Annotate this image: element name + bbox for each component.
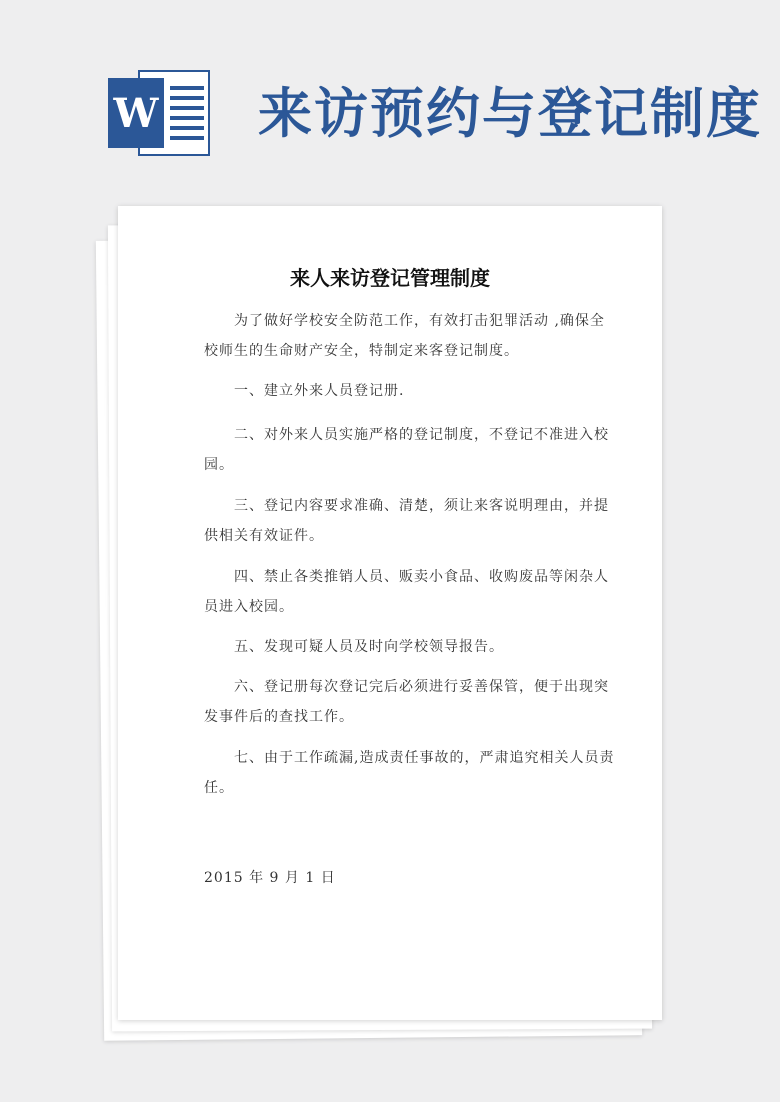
paragraph-rule-4: 四、禁止各类推销人员、贩卖小食品、收购废品等闲杂人员进入校园。 — [204, 569, 609, 615]
paragraph-rule-3: 三、登记内容要求准确、清楚，须让来客说明理由，并提供相关有效证件。 — [204, 498, 609, 544]
document-title: 来人来访登记管理制度 — [290, 266, 490, 290]
paragraph-intro: 为了做好学校安全防范工作，有效打击犯罪活动 ,确保全校师生的生命财产安全，特制定来客登记制度。 — [204, 313, 605, 359]
paragraph-rule-6: 六、登记册每次登记完后必须进行妥善保管，便于出现突发事件后的查找工作。 — [204, 679, 609, 725]
word-icon — [108, 70, 210, 156]
paragraph-rule-1: 一、建立外来人员登记册. — [234, 383, 405, 399]
word-icon-letter: W — [108, 78, 164, 148]
page-title: 来访预约与登记制度 — [258, 81, 762, 145]
paragraph-rule-2: 二、对外来人员实施严格的登记制度，不登记不准进入校园。 — [204, 427, 609, 473]
document-body — [204, 306, 616, 803]
paragraph-rule-5: 五、发现可疑人员及时向学校领导报告。 — [234, 639, 504, 655]
document-page — [118, 206, 662, 1020]
paragraph-rule-7: 七、由于工作疏漏,造成责任事故的，严肃追究相关人员责任。 — [204, 750, 615, 796]
document-date: 2015 年 9 月 1 日 — [204, 870, 336, 886]
